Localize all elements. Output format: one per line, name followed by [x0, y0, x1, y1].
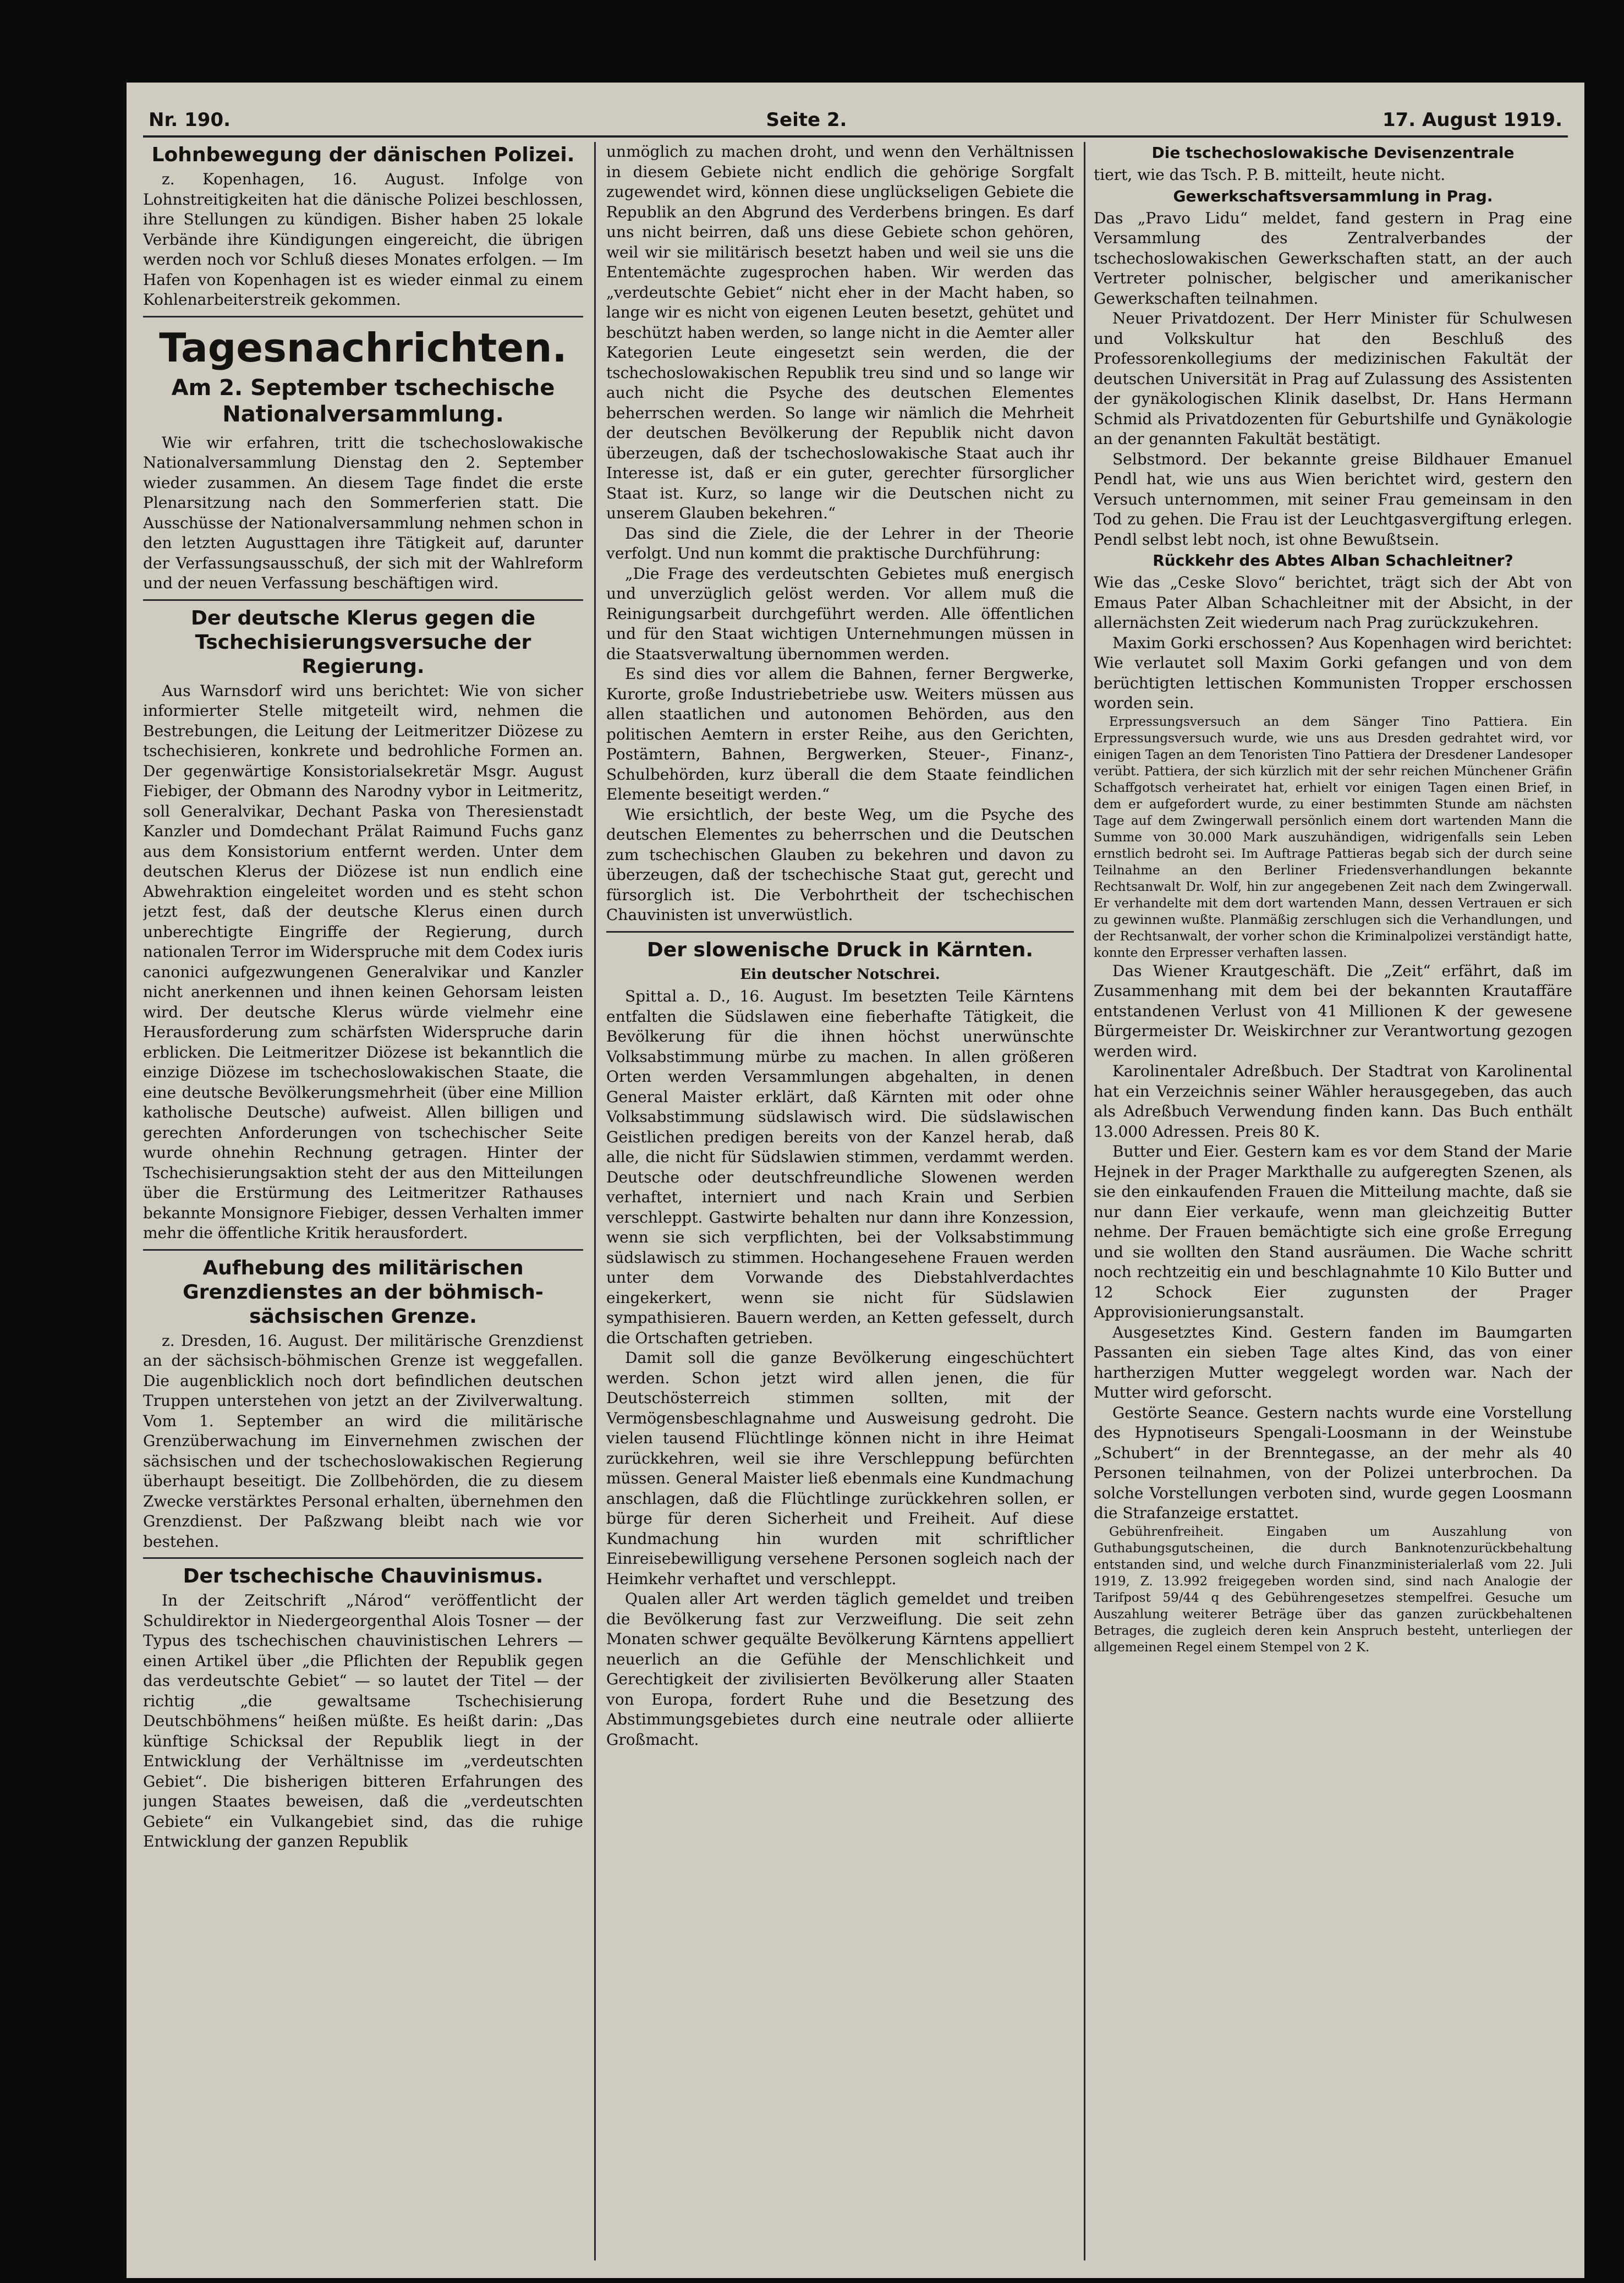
- section-rule: [143, 599, 583, 601]
- article-paragraph: „Die Frage des verdeutschten Gebietes muß energisch und unverzüglich gelöst werden. Vor allem muß die Reinigungsarbeit durchgeführt werden. Alle öffentlichen und für den Staat wichtigen Unternehmungen müssen in die Staatsverwaltung übernommen werden.: [606, 564, 1074, 663]
- section-rule: [143, 1249, 583, 1251]
- section-rule: [606, 931, 1074, 933]
- article-paragraph: Selbstmord. Der bekannte greise Bildhauer Emanuel Pendl hat, wie uns aus Wien berichtet wird, gestern den Versuch unternommen, mit seiner Frau gemeinsam in den Tod zu gehen. Die Frau ist der Leuchtgasvergiftung erlegen. Pendl selbst lebt noch, ist ohne Bewußtsein.: [1094, 450, 1572, 549]
- article-paragraph: z. Dresden, 16. August. Der militärische Grenzdienst an der sächsisch-böhmischen Grenze ist weggefallen. Die augenblicklich noch dort befindlichen deutschen Truppen unterstehen von jetzt an der Zivilverwaltung. Vom 1. September an wird die militärische Grenzüberwachung im Einvernehmen zwischen der sächsischen und der tschechoslowakischen Regierung überhaupt beseitigt. Die Zollbehörden, die zu diesem Zwecke verstärktes Personal erhalten, übernehmen den Grenzdienst. Der Paßzwang bleibt nach wie vor bestehen.: [143, 1331, 583, 1551]
- article-headline: Lohnbewegung der dänischen Polizei.: [151, 144, 575, 166]
- small-print-paragraph: Erpressungsversuch an dem Sänger Tino Pattiera. Ein Erpressungsversuch wurde, wie uns aus Dresden gedrahtet wird, vor einigen Tagen an dem Tenoristen Tino Pattiera der Dresdener Landesoper verübt. Pattiera, der sich kürzlich mit der sehr reichen Münchener Gräfin Schaffgotsch verheiratet hat, erhielt vor einigen Tagen einen Brief, in dem er aufgefordert wurde, zu einer bestimmten Stunde am nächsten Tage auf dem Zwingerwall persönlich einem dort wartenden Mann die Summe von 30.000 Mark auszuhändigen, widrigenfalls sein Leben ernstlich bedroht sei. Im Auftrage Pattieras begab sich der durch seine Teilnahme an den Berliner Friedensverhandlungen bekannte Rechtsanwalt Dr. Wolf, hin zur angegebenen Zeit nach dem Zwingerwall. Er verhandelte mit dem dort wartenden Mann, dessen Vertrauen er sich zu gewinnen wußte. Planmäßig zerschlugen sich die Verhandlungen, und der Rechtsanwalt, der vorher schon die Kriminalpolizei verständigt hatte, konnte den Erpresser verhaften lassen.: [1094, 714, 1572, 960]
- header-rule: [143, 135, 1568, 138]
- column-divider: [1084, 142, 1085, 2260]
- newspaper-page: [127, 83, 1584, 2278]
- article-paragraph: Neuer Privatdozent. Der Herr Minister für Schulwesen und Volkskultur hat den Beschluß des Professorenkollegiums der medizinischen Fakultät der deutschen Universität in Prag auf Zulassung des Assistenten der gynäkologischen Klinik daselbst, Dr. Hans Hermann Schmid als Privatdozenten für Geburtshilfe und Gynäkologie an der genannten Fakultät bestätigt.: [1094, 309, 1572, 448]
- article-paragraph: Wie wir erfahren, tritt die tschechoslowakische Nationalversammlung Dienstag den 2. September wieder zusammen. An diesem Tage findet die erste Plenarsitzung nach den Sommerferien statt. Die Ausschüsse der Nationalversammlung nehmen schon in den letzten Augusttagen ihre Tätigkeit auf, darunter der Verfassungsausschuß, der sich mit der Wahlreform und der neuen Verfassung beschäftigen wird.: [143, 433, 583, 592]
- article-paragraph: Damit soll die ganze Bevölkerung eingeschüchtert werden. Schon jetzt wird allen jenen, die für Deutschösterreich stimmen sollten, mit der Vermögensbeschlagnahme und Ausweisung gedroht. Die vielen tausend Flüchtlinge können nicht in ihre Heimat zurückkehren, weil sie ihre Verschleppung befürchten müssen. General Maister ließ ebenmals eine Kundmachung anschlagen, daß die Flüchtlinge zurückkehren sollen, er bürge für deren Sicherheit und Freiheit. Auf diese Kundmachung hin wurden mit schriftlicher Einreisebewilligung versehene Personen sogleich nach der Heimkehr verhaftet und verschleppt.: [606, 1349, 1074, 1588]
- article-headline: Der slowenische Druck in Kärnten.: [646, 938, 1034, 961]
- section-title: Tagesnachrichten.: [159, 324, 567, 371]
- subheadline: Ein deutscher Notschrei.: [740, 966, 940, 983]
- column-divider: [594, 142, 596, 2260]
- article-paragraph: In der Zeitschrift „Národ“ veröffentlicht der Schuldirektor in Niedergeorgenthal Alois Tosner — der Typus des tschechischen chauvinistischen Lehrers — einen Artikel über „die Pflichten der Republik gegen das verdeutschte Gebiet“ — so lautet der Titel — der richtig „die gewaltsame Tschechisierung Deutschböhmens“ heißen müßte. Es heißt darin: „Das künftige Schicksal der Republik liegt in der Entwicklung der Verhältnisse im „verdeutschten Gebiet“. Die bisherigen bitteren Erfahrungen des jungen Staates beweisen, daß die „verdeutschten Gebiete“ ein Vulkangebiet sind, das die ruhige Entwicklung der ganzen Republik: [143, 1591, 583, 1851]
- issue-number: Nr. 190.: [149, 109, 231, 131]
- article-paragraph: Es sind dies vor allem die Bahnen, ferner Bergwerke, Kurorte, große Industriebetriebe usw. Weiters müssen aus allen staatlichen und autonomen Behörden, aus den politischen Aemtern in erster Reihe, aus den Gerichten, Postämtern, Bahnen, Bergwerken, Steuer-, Finanz-, Schulbehörden, kurz überall die dem Staate feindlichen Elemente beseitigt werden.“: [606, 665, 1074, 803]
- article-paragraph: Wie das „Ceske Slovo“ berichtet, trägt sich der Abt von Emaus Pater Alban Schachleitner mit der Absicht, in der allernächsten Zeit wiederum nach Prag zurückzukehren.: [1094, 573, 1572, 632]
- article-headline: Der deutsche Klerus gegen die Tschechisierungsversuche der Regierung.: [190, 606, 535, 678]
- article-paragraph: Karolinentaler Adreßbuch. Der Stadtrat von Karolinental hat ein Verzeichnis seiner Wähler herausgegeben, das auch als Adreßbuch Verwendung finden kann. Das Buch enthält 13.000 Adressen. Preis 80 K.: [1094, 1062, 1572, 1141]
- page-header: [149, 92, 1562, 131]
- news-headline: Gewerkschaftsversammlung in Prag.: [1173, 187, 1493, 205]
- article-paragraph: Das „Pravo Lidu“ meldet, fand gestern in Prag eine Versammlung des Zentralverbandes der tschechoslowakischen Gewerkschaften statt, an der auch Vertreter polnischer, belgischer und amerikanischer Gewerkschaften teilnahmen.: [1094, 209, 1572, 308]
- lead-headline: Am 2. September tschechische Nationalversammlung.: [171, 375, 555, 427]
- article-paragraph: Wie ersichtlich, der beste Weg, um die Psyche des deutschen Elementes zu beherrschen und die Deutschen zum tschechischen Glauben zu bekehren und davon zu überzeugen, daß der tschechische Staat gut, gerecht und fürsorglich ist. Die Verbohrtheit der tschechischen Chauvinisten ist unverwüstlich.: [606, 805, 1074, 924]
- news-headline: Die tschechoslowakische Devisenzentrale: [1151, 144, 1515, 162]
- article-paragraph: Maxim Gorki erschossen? Aus Kopenhagen wird berichtet: Wie verlautet soll Maxim Gorki gefangen und von dem berüchtigten lettischen Kommunisten Tropper erschossen worden sein.: [1094, 633, 1572, 712]
- article-paragraph: Butter und Eier. Gestern kam es vor dem Stand der Marie Hejnek in der Prager Markthalle zu aufgeregten Szenen, als sie den einkaufenden Frauen die Mitteilung machte, daß sie nur dann Eier verkaufe, wenn man gleichzeitig Butter nehme. Der Frauen bemächtigte sich eine große Erregung und sie wollten den Stand ausräumen. Die Wache schritt noch rechtzeitig ein und beschlagnahmte 10 Kilo Butter und 12 Schock Eier zugunsten der Prager Approvisionierungsanstalt.: [1094, 1142, 1572, 1321]
- article-paragraph: unmöglich zu machen droht, und wenn den Verhältnissen in diesem Gebiete nicht endlich die gehörige Sorgfalt zugewendet wird, können diese unglückseligen Gebiete die Republik an den Abgrund des Verderbens bringen. Es darf uns nicht beirren, daß uns diese Gebiete schon gehören, weil wir sie militärisch besetzt haben und weil sie uns die Ententemächte zugesprochen haben. Wir werden das „verdeutschte Gebiet“ nicht eher in der Macht haben, so lange wir es nicht von eigenen Leuten besetzt, gehütet und beschützt haben werden, so lange nicht in die Aemter aller Kategorien Leute eingesetzt sein werden, die der tschechoslowakischen Republik treu sind und so lange wir auch nicht die Psyche des deutschen Elementes beherrschen werden. So lange wir nämlich die Mehrheit der deutschen Bevölkerung der Republik nicht davon überzeugen, daß der tschechoslowakische Staat auch ihr Interesse ist, daß er ein guter, gerechter fürsorglicher Staat ist. Kurz, so lange wir die Deutschen nicht zu unserem Glauben bekehren.“: [606, 143, 1074, 522]
- page-number: Seite 2.: [766, 109, 847, 131]
- article-paragraph: Das Wiener Krautgeschäft. Die „Zeit“ erfährt, daß im Zusammenhang mit dem bei der bekannten Krautaffäre entstandenen Verlust von 41 Millionen K der gewesene Bürgermeister Dr. Weiskirchner zur Verantwortung gezogen werden wird.: [1094, 961, 1572, 1060]
- small-print-paragraph: Gebührenfreiheit. Eingaben um Auszahlung von Guthabungsgutscheinen, die durch Banknotenzurückbehaltung entstanden sind, und welche durch Finanzministerialerlaß vom 22. Juli 1919, Z. 13.992 freigegeben worden sind, sind nach Analogie der Tarifpost 59/44 q des Gebührengesetzes stempelfrei. Gesuche um Auszahlung weiterer Beträge über das ganzen zurückbehaltenen Betrages, die zugleich deren kein Anspruch besteht, unterliegen der allgemeinen Regel einem Stempel von 2 K.: [1094, 1524, 1572, 1655]
- news-headline: Rückkehr des Abtes Alban Schachleitner?: [1153, 551, 1513, 570]
- article-paragraph: Qualen aller Art werden täglich gemeldet und treiben die Bevölkerung fast zur Verzweiflung. Die seit zehn Monaten schwer gequälte Bevölkerung Kärntens appelliert neuerlich an die Gefühle der Menschlichkeit und Gerechtigkeit der zivilisierten Bevölkerung aller Staaten von Europa, fordert Ruhe und die Besetzung des Abstimmungsgebietes durch eine neutrale oder alliierte Großmacht.: [606, 1590, 1074, 1749]
- article-paragraph: Ausgesetztes Kind. Gestern fanden im Baumgarten Passanten ein sieben Tage altes Kind, das von einer hartherzigen Mutter weggelegt worden war. Nach der Mutter wird geforscht.: [1094, 1323, 1572, 1401]
- small-print-item: [1094, 1524, 1572, 1656]
- section-rule: [143, 316, 583, 317]
- article-headline: Der tschechische Chauvinismus.: [183, 1565, 544, 1587]
- issue-date: 17. August 1919.: [1382, 109, 1562, 131]
- article-paragraph: Spittal a. D., 16. August. Im besetzten Teile Kärntens entfalten die Südslawen eine fieberhafte Tätigkeit, die Bevölkerung für die ihnen höchst unerwünschte Volksabstimmung mürbe zu machen. In allen größeren Orten werden Versammlungen abgehalten, in denen General Maister erklärt, daß Kärnten mit oder ohne Volksabstimmung südslawisch wird. Die südslawischen Geistlichen predigen bereits von der Kanzel herab, daß alle, die nicht für Südslawien stimmen, verdammt werden. Deutsche oder deutschfreundliche Slowenen werden verhaftet, interniert und nach Krain und Serbien verschleppt. Gastwirte behalten nur dann ihre Konzession, wenn sie sich verpflichten, bei der Volksabstimmung südslawisch zu stimmen. Hochangesehene Frauen werden unter dem Vorwande des Diebstahlverdachtes eingekerkert, wenn sie nicht für Südslawien sympathisieren. Bauern werden, an Ketten gefesselt, durch die Ortschaften getrieben.: [606, 987, 1074, 1347]
- column-1: [143, 142, 583, 2266]
- article-paragraph: z. Kopenhagen, 16. August. Infolge von Lohnstreitigkeiten hat die dänische Polizei beschlossen, ihre Stellungen zu kündigen. Bisher haben 25 lokale Verbände ihre Kündigungen eingereicht, die übrigen werden noch vor Schluß dieses Monates erfolgen. — Im Hafen von Kopenhagen ist es wieder einmal zu einem Kohlenarbeiterstreik gekommen.: [143, 170, 583, 309]
- article-paragraph: Das sind die Ziele, die der Lehrer in der Theorie verfolgt. Und nun kommt die praktische Durchführung:: [606, 524, 1074, 562]
- column-2: [606, 142, 1074, 2266]
- article-paragraph: Gestörte Seance. Gestern nachts wurde eine Vorstellung des Hypnotiseurs Spengali-Loosmann in der Weinstube „Schubert“ in der Brenntegasse, an der mehr als 40 Personen teilnahmen, von der Polizei unterbrochen. Da solche Vorstellungen verboten sind, wurde gegen Loosmann die Strafanzeige erstattet.: [1094, 1403, 1572, 1522]
- article-headline: Aufhebung des militärischen Grenzdienstes an der böhmisch-sächsischen Grenze.: [183, 1256, 544, 1328]
- section-rule: [143, 1557, 583, 1559]
- column-3: [1094, 142, 1572, 2266]
- article-paragraph: Aus Warnsdorf wird uns berichtet: Wie von sicher informierter Stelle mitgeteilt wird, nehmen die Bestrebungen, die Leitung der Leitmeritzer Diözese zu tschechisieren, konkrete und bedrohliche Formen an. Der gegenwärtige Konsistorialsekretär Msgr. August Fiebiger, der Obmann des Narodny vybor in Leitmeritz, soll Generalvikar, Dechant Paska von Theresienstadt Kanzler und Domdechant Prälat Raimund Fuchs ganz aus dem Konsistorium entfernt werden. Unter dem deutschen Klerus der Diözese ist nun endlich eine Abwehraktion eingeleitet worden und es steht schon jetzt fest, daß der deutsche Klerus einen durch unberechtigte Eingriffe der Regierung, durch nationalen Terror im Widerspruche mit dem Codex iuris canonici aufgezwungenen Generalvikar und Kanzler nicht anerkennen und ihnen keinen Gehorsam leisten wird. Der deutsche Klerus würde vielmehr eine Herausforderung zum schärfsten Widerspruche darin erblicken. Die Leitmeritzer Diözese ist bekanntlich die einzige Diözese im tschechoslowakischen Staate, die eine deutsche Bevölkerungsmehrheit (über eine Million katholische Deutsche) aufweist. Allen billigen und gerechten Anforderungen von tschechischer Seite wurde ohnehin Rechnung getragen. Hinter der Tschechisierungsaktion steht der aus den Mitteilungen über die Erstürmung des Leitmeritzer Rathauses bekannte Monsignore Fiebiger, dessen Verhalten immer mehr die öffentliche Kritik herausfordert.: [143, 681, 583, 1242]
- small-print-item: [1094, 714, 1572, 961]
- article-paragraph: tiert, wie das Tsch. P. B. mitteilt, heute nicht.: [1094, 166, 1446, 184]
